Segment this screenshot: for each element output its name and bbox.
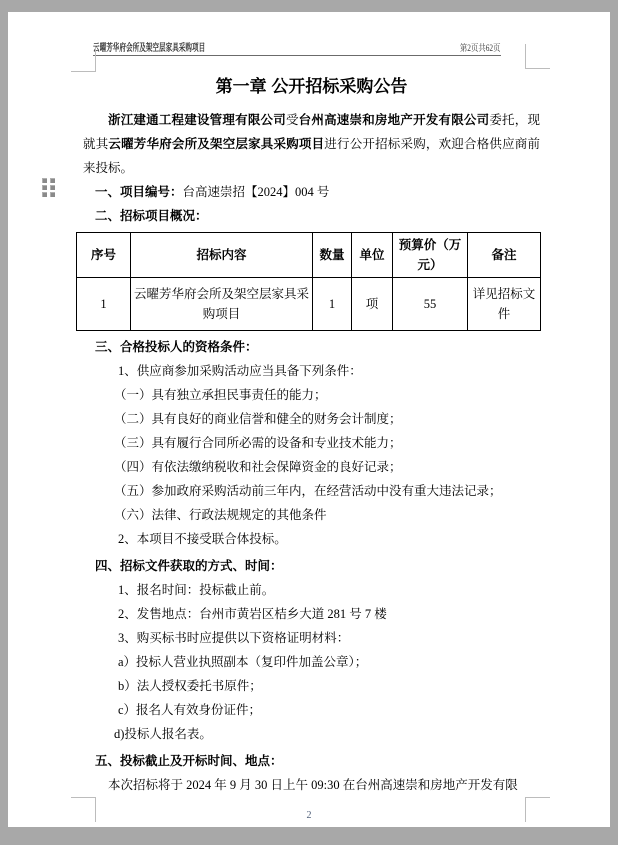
table-cell-content: 云曜芳华府会所及架空层家具采购项目 xyxy=(131,278,313,331)
list-item: c）报名人有效身份证件； xyxy=(118,703,262,717)
list-item: （六）法律、行政法规规定的其他条件 xyxy=(114,508,327,522)
grid-handle-icon xyxy=(42,178,55,197)
intro-client-name: 台州高速崇和房地产开发有限公司 xyxy=(298,113,490,127)
table-cell-seq: 1 xyxy=(77,278,131,331)
margin-crop-mark-top-left xyxy=(71,47,96,72)
project-number-value: 台高速崇招【2024】004 号 xyxy=(182,185,330,199)
chapter-title: 第一章 公开招标采购公告 xyxy=(215,77,408,96)
intro-agency-name: 浙江建通工程建设管理有限公司 xyxy=(108,113,286,127)
intro-project-name: 云曜芳华府会所及架空层家具采购项目 xyxy=(108,137,325,151)
table-cell-remark: 详见招标文件 xyxy=(468,278,541,331)
intro-paragraph xyxy=(83,108,540,180)
table-cell-qty: 1 xyxy=(313,278,352,331)
section5-body: 本次招标将于 2024 年 9 月 30 日上午 09:30 在台州高速崇和房地产开发有限 xyxy=(108,778,518,792)
list-item: 1、供应商参加采购活动应当具备下列条件： xyxy=(118,364,362,378)
page-number: 2 xyxy=(306,810,312,821)
list-item: （二）具有良好的商业信誉和健全的财务会计制度； xyxy=(114,412,402,426)
table-header-cell: 预算价（万元） xyxy=(393,233,468,278)
table-header-row xyxy=(77,233,541,278)
table-header-cell: 招标内容 xyxy=(131,233,313,278)
table-header-cell: 序号 xyxy=(77,233,131,278)
list-item: （四）有依法缴纳税收和社会保障资金的良好记录； xyxy=(114,460,402,474)
list-item: d)投标人报名表。 xyxy=(114,727,212,741)
table-header-cell: 单位 xyxy=(352,233,393,278)
page-header xyxy=(93,41,501,56)
bid-overview-table xyxy=(76,232,541,331)
margin-crop-mark-top-right xyxy=(525,44,550,69)
table-header-cell: 备注 xyxy=(468,233,541,278)
list-item: 2、发售地点：台州市黄岩区桔乡大道 281 号 7 楼 xyxy=(118,607,387,621)
section4-heading: 四、招标文件获取的方式、时间： xyxy=(95,559,283,573)
list-item: （一）具有独立承担民事责任的能力； xyxy=(114,388,327,402)
list-item: 2、本项目不接受联合体投标。 xyxy=(118,532,287,546)
header-project-title: 云曜芳华府会所及架空层家具采购项目 xyxy=(93,43,206,54)
section5-heading: 五、投标截止及开标时间、地点： xyxy=(95,754,283,768)
header-page-info: 第2页共62页 xyxy=(460,43,501,53)
list-item: b）法人授权委托书原件； xyxy=(118,679,262,693)
table-header-cell: 数量 xyxy=(313,233,352,278)
intro-text: 委托，现就其 xyxy=(83,113,540,151)
list-item: （五）参加政府采购活动前三年内，在经营活动中没有重大违法记录； xyxy=(114,484,502,498)
section3-heading: 三、合格投标人的资格条件： xyxy=(95,340,258,354)
table-cell-budget: 55 xyxy=(393,278,468,331)
table-cell-unit: 项 xyxy=(352,278,393,331)
list-item: a）投标人营业执照副本（复印件加盖公章）； xyxy=(118,655,368,669)
document-body xyxy=(83,72,540,797)
table-row xyxy=(77,278,541,331)
section1-label: 一、项目编号： xyxy=(95,185,183,199)
section2-heading: 二、招标项目概况： xyxy=(95,209,208,223)
list-item: （三）具有履行合同所必需的设备和专业技术能力； xyxy=(114,436,402,450)
intro-text: 受 xyxy=(285,113,299,127)
section1-heading xyxy=(95,180,540,204)
intro-text: 进行公开招标采购，欢迎合格供应商前来投标。 xyxy=(83,137,540,175)
list-item: 1、报名时间：投标截止前。 xyxy=(118,583,275,597)
list-item: 3、购买标书时应提供以下资格证明材料： xyxy=(118,631,350,645)
document-page xyxy=(8,12,610,827)
